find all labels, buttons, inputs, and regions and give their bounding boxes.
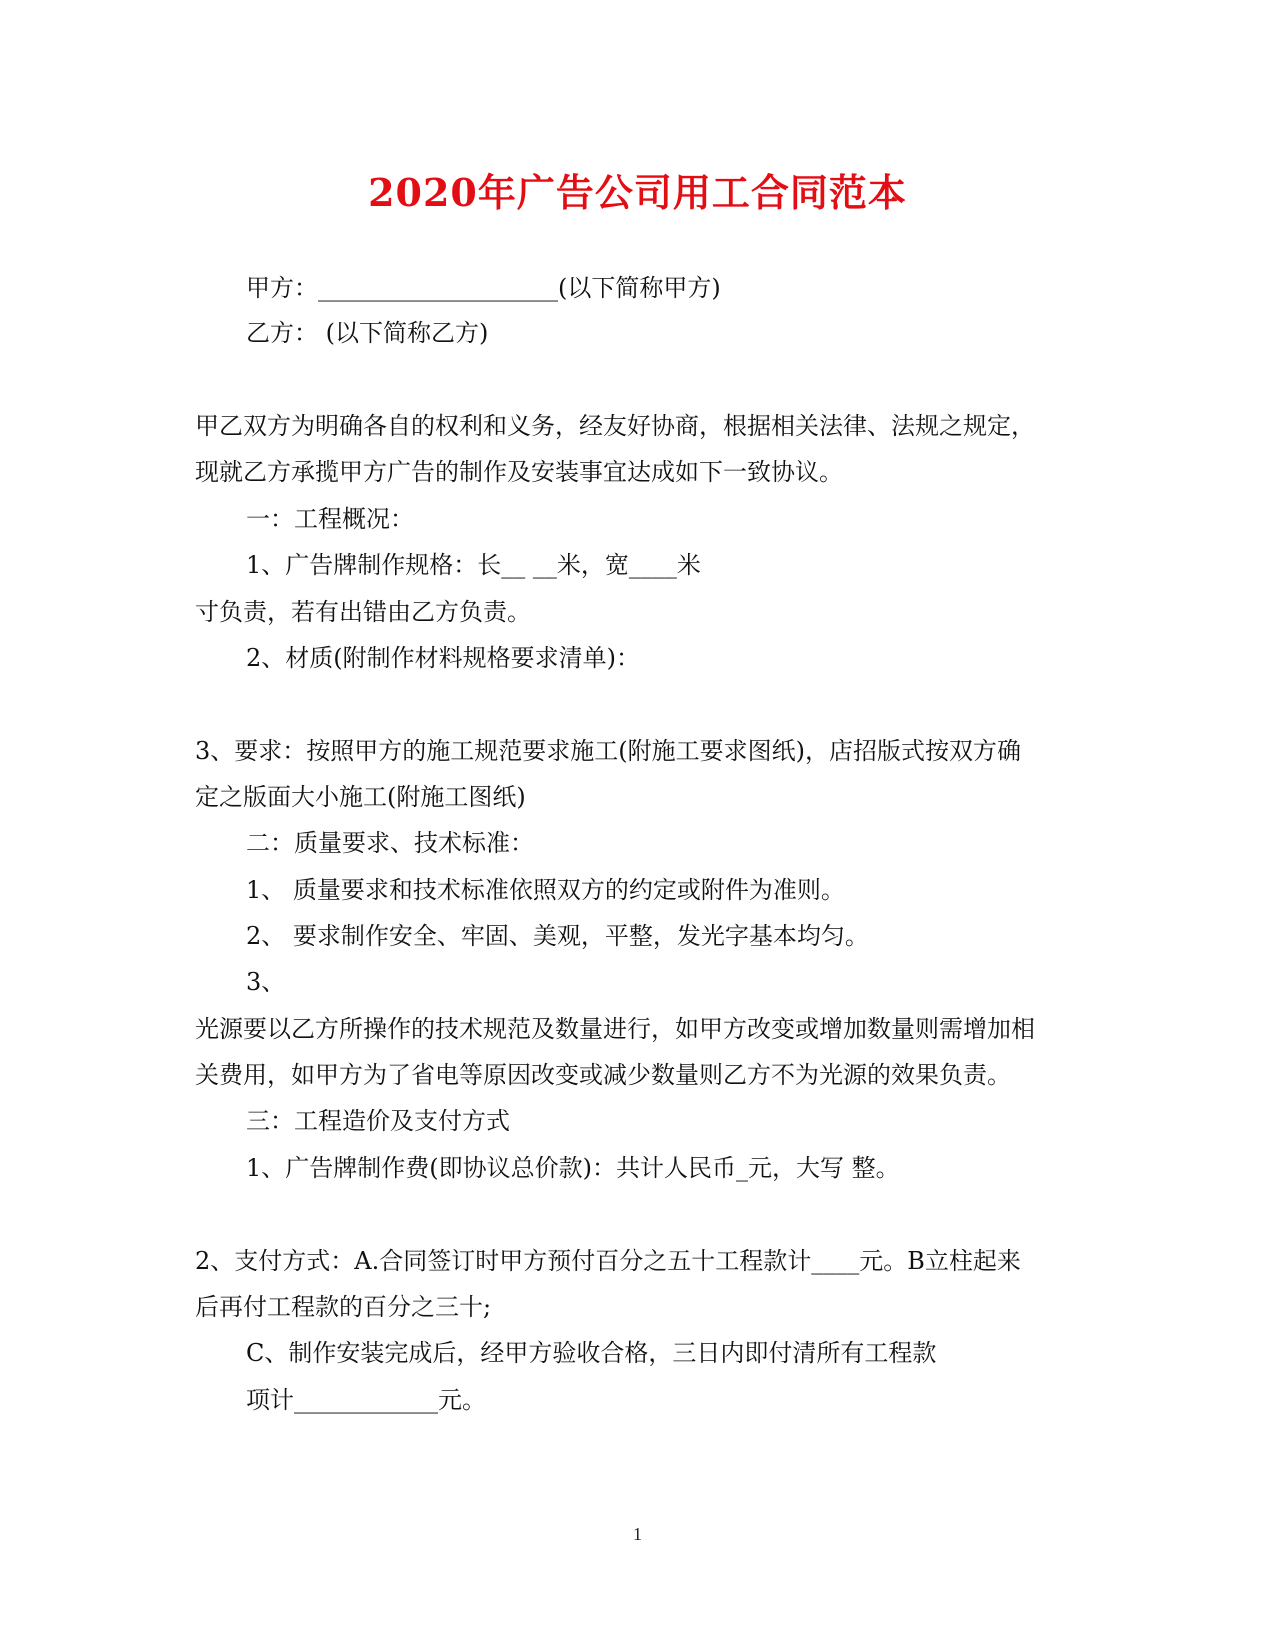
- payment-line-3: C、制作安装完成后，经甲方验收合格，三日内即付清所有工程款: [246, 1339, 937, 1367]
- section-three-heading: 三：工程造价及支付方式: [246, 1107, 510, 1135]
- item-size-spec: 1、广告牌制作规格：长__ __米，宽____米: [246, 551, 701, 579]
- payment-line-4: 项计____________元。: [246, 1386, 486, 1414]
- section-one-heading: 一：工程概况：: [246, 505, 414, 533]
- quality-item-1: 1、 质量要求和技术标准依照双方的约定或附件为准则。: [246, 876, 845, 904]
- payment-line-1: 2、支付方式：A.合同签订时甲方预付百分之五十工程款计____元。B立柱起来: [195, 1247, 1021, 1275]
- quality-item-3-number: 3、: [246, 968, 286, 996]
- item-material: 2、材质(附制作材料规格要求清单)：: [246, 644, 640, 672]
- intro-paragraph-line-1: 甲乙双方为明确各自的权利和义务，经友好协商，根据相关法律、法规之规定，: [195, 412, 1035, 440]
- light-source-line-2: 关费用，如甲方为了省电等原因改变或减少数量则乙方不为光源的效果负责。: [195, 1061, 1011, 1089]
- light-source-line-1: 光源要以乙方所操作的技术规范及数量进行，如甲方改变或增加数量则需增加相: [195, 1015, 1035, 1043]
- document-title: 2020年广告公司用工合同范本: [368, 170, 907, 215]
- party-b-line: 乙方： (以下简称乙方): [246, 319, 489, 347]
- intro-paragraph-line-2: 现就乙方承揽甲方广告的制作及安装事宜达成如下一致协议。: [195, 458, 843, 486]
- item-requirement-line-1: 3、要求：按照甲方的施工规范要求施工(附施工要求图纸)，店招版式按双方确: [195, 737, 1021, 765]
- quality-item-2: 2、 要求制作安全、牢固、美观，平整，发光字基本均匀。: [246, 922, 869, 950]
- payment-line-2: 后再付工程款的百分之三十;: [195, 1293, 492, 1321]
- page-number: 1: [633, 1524, 642, 1544]
- party-a-line: 甲方：____________________(以下简称甲方): [246, 274, 721, 302]
- item-size-responsibility: 寸负责，若有出错由乙方负责。: [195, 598, 531, 626]
- item-requirement-line-2: 定之版面大小施工(附施工图纸): [195, 783, 526, 811]
- fee-item: 1、广告牌制作费(即协议总价款)：共计人民币_元，大写 整。: [246, 1154, 900, 1182]
- section-two-heading: 二：质量要求、技术标准：: [246, 829, 534, 857]
